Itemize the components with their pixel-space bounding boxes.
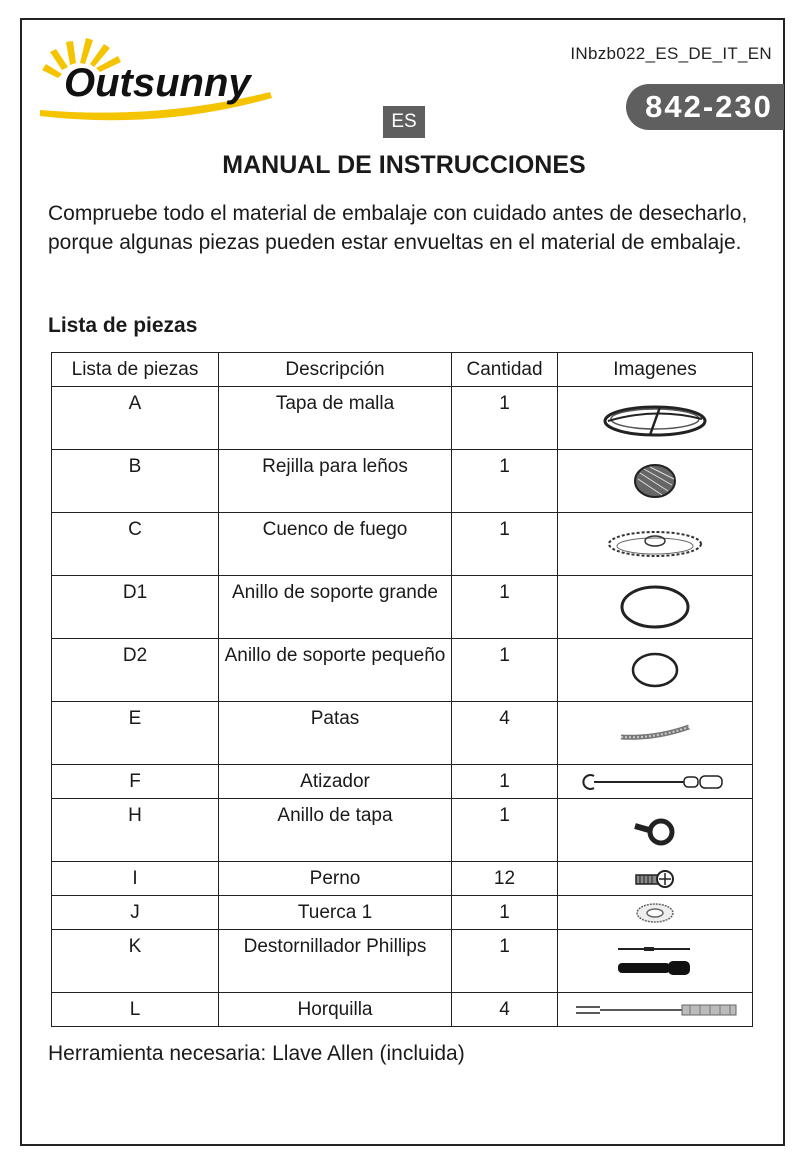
- part-description: Anillo de tapa: [219, 799, 452, 862]
- part-qty: 1: [452, 513, 558, 576]
- part-id: A: [52, 387, 219, 450]
- poker-icon: [580, 770, 730, 794]
- fork-icon: [570, 999, 740, 1021]
- col-header-images: Imagenes: [558, 353, 753, 387]
- part-id: E: [52, 702, 219, 765]
- table-row: [52, 513, 753, 576]
- document-code: INbzb022_ES_DE_IT_EN: [570, 44, 772, 63]
- part-qty: 4: [452, 993, 558, 1027]
- table-row: [52, 639, 753, 702]
- parts-table: [51, 352, 753, 1027]
- table-row: [52, 450, 753, 513]
- nut-icon: [630, 900, 680, 926]
- bolt-icon: [630, 867, 680, 891]
- table-row: [52, 799, 753, 862]
- large-ring-icon: [615, 582, 695, 632]
- outsunny-logo: [38, 30, 278, 122]
- part-description: Patas: [219, 702, 452, 765]
- part-id: I: [52, 862, 219, 896]
- part-id: D2: [52, 639, 219, 702]
- small-ring-icon: [625, 649, 685, 691]
- part-id: H: [52, 799, 219, 862]
- log-grate-icon: [630, 461, 680, 501]
- required-tool-note: Herramienta necesaria: Llave Allen (incluida): [48, 1042, 465, 1065]
- part-id: L: [52, 993, 219, 1027]
- col-header-description: Descripción: [219, 353, 452, 387]
- part-description: Horquilla: [219, 993, 452, 1027]
- table-row: [52, 862, 753, 896]
- fire-bowl-icon: [605, 526, 705, 562]
- part-description: Tapa de malla: [219, 387, 452, 450]
- part-qty: 1: [452, 930, 558, 993]
- language-badge: ES: [383, 106, 425, 138]
- col-header-quantity: Cantidad: [452, 353, 558, 387]
- table-header-row: [52, 353, 753, 387]
- table-row: [52, 896, 753, 930]
- part-id: K: [52, 930, 219, 993]
- intro-text: Compruebe todo el material de embalaje con cuidado antes de desecharlo, porque algunas piezas pueden estar envueltas en el material de embalaje.: [48, 202, 748, 254]
- part-qty: 1: [452, 639, 558, 702]
- part-qty: 1: [452, 799, 558, 862]
- table-row: [52, 930, 753, 993]
- part-description: Anillo de soporte grande: [219, 576, 452, 639]
- part-id: D1: [52, 576, 219, 639]
- table-row: [52, 765, 753, 799]
- part-description: Atizador: [219, 765, 452, 799]
- part-qty: 1: [452, 387, 558, 450]
- part-id: B: [52, 450, 219, 513]
- section-heading: Lista de piezas: [48, 314, 198, 337]
- part-qty: 1: [452, 765, 558, 799]
- part-description: Rejilla para leños: [219, 450, 452, 513]
- part-description: Anillo de soporte pequeño: [219, 639, 452, 702]
- col-header-parts: Lista de piezas: [52, 353, 219, 387]
- logo-wordmark: Outsunny: [64, 61, 251, 105]
- part-description: Destornillador Phillips: [219, 930, 452, 993]
- part-qty: 4: [452, 702, 558, 765]
- part-qty: 12: [452, 862, 558, 896]
- part-description: Cuenco de fuego: [219, 513, 452, 576]
- model-number-badge: 842-230: [626, 84, 784, 130]
- table-row: [52, 702, 753, 765]
- page-title: MANUAL DE INSTRUCCIONES: [222, 151, 586, 179]
- part-qty: 1: [452, 576, 558, 639]
- table-row: [52, 993, 753, 1027]
- table-row: [52, 576, 753, 639]
- part-id: C: [52, 513, 219, 576]
- table-row: [52, 387, 753, 450]
- part-description: Perno: [219, 862, 452, 896]
- part-id: F: [52, 765, 219, 799]
- screwdriver-icon: [610, 939, 700, 983]
- part-id: J: [52, 896, 219, 930]
- leg-icon: [615, 721, 695, 745]
- part-qty: 1: [452, 896, 558, 930]
- part-description: Tuerca 1: [219, 896, 452, 930]
- part-qty: 1: [452, 450, 558, 513]
- mesh-lid-icon: [600, 395, 710, 441]
- lid-ring-icon: [625, 810, 685, 850]
